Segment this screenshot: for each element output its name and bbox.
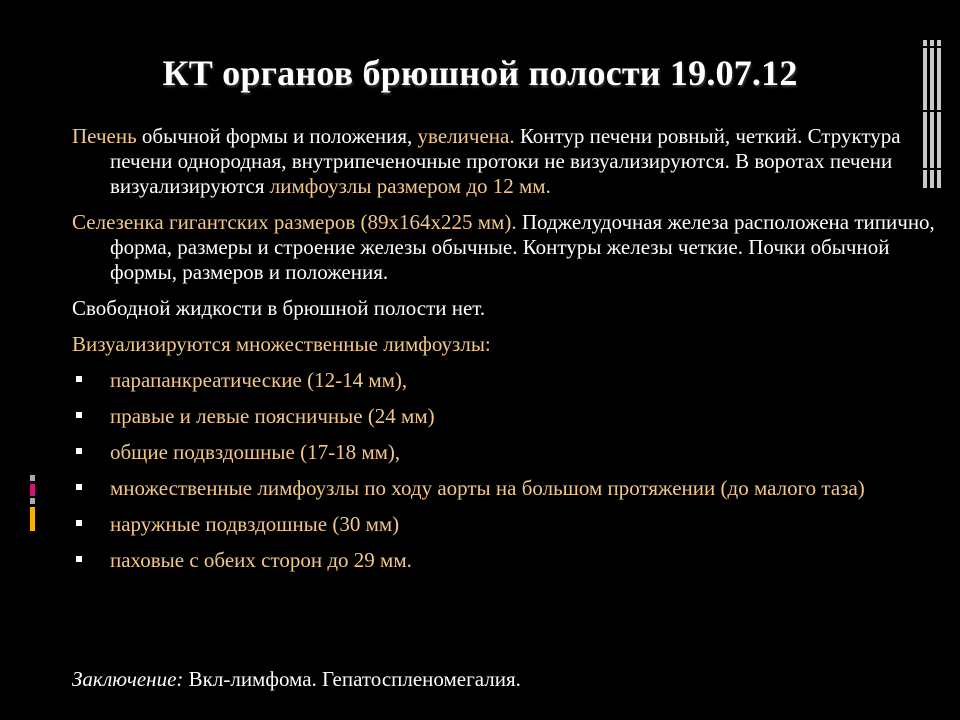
conclusion-label: Заключение: bbox=[72, 667, 184, 691]
decorative-stripe bbox=[30, 498, 35, 504]
slide-content bbox=[72, 124, 942, 584]
decorative-stripe-pink bbox=[30, 484, 35, 496]
conclusion-text: Вкл-лимфома. Гепатоспленомегалия. bbox=[183, 667, 521, 691]
list-item-text: множественные лимфоузлы по ходу аорты на большом протяжении (до малого таза) bbox=[110, 476, 865, 500]
list-item bbox=[72, 548, 942, 573]
list-item-text: наружные подвздошные (30 мм) bbox=[110, 512, 400, 536]
decorative-stripe bbox=[30, 475, 35, 481]
list-item bbox=[72, 404, 942, 429]
decorative-divider bbox=[923, 46, 941, 48]
liver-description: Контур печени ровный, четкий. Структура печени однородная, внутрипеченочные протоки не визуализируются. В воротах печени визуализируются bbox=[110, 124, 901, 198]
liver-text: обычной формы и положения, bbox=[136, 124, 418, 148]
list-item bbox=[72, 440, 942, 465]
list-item-text: общие подвздошные (17-18 мм), bbox=[110, 440, 401, 464]
pancreas-kidneys-text: Поджелудочная железа расположена типично, форма, размеры и строение железы обычные. Контуры железы четкие. Почки обычной формы, размеров и положения. bbox=[110, 210, 935, 284]
spleen-size: Селезенка гигантских размеров (89х164х225 мм). bbox=[72, 210, 517, 234]
free-fluid-text: Свободной жидкости в брюшной полости нет. bbox=[72, 296, 486, 320]
liver-term: Печень bbox=[72, 124, 137, 148]
bullet-icon bbox=[76, 412, 82, 418]
bullet-icon bbox=[76, 556, 82, 562]
conclusion bbox=[72, 667, 521, 692]
lymph-nodes-heading: Визуализируются множественные лимфоузлы: bbox=[72, 332, 491, 356]
bullet-icon bbox=[76, 484, 82, 490]
list-item-text: паховые с обеих сторон до 29 мм. bbox=[110, 548, 412, 572]
decorative-stripe-yellow bbox=[30, 507, 35, 531]
liver-lymph-nodes: лимфоузлы размером до 12 мм. bbox=[269, 174, 551, 198]
slide-title: КТ органов брюшной полости 19.07.12 bbox=[162, 53, 798, 93]
spleen-paragraph bbox=[72, 210, 942, 285]
list-item bbox=[72, 476, 942, 501]
lymph-nodes-list bbox=[72, 368, 942, 573]
liver-enlarged: увеличена. bbox=[417, 124, 515, 148]
bullet-icon bbox=[76, 520, 82, 526]
bullet-icon bbox=[76, 376, 82, 382]
bullet-icon bbox=[76, 448, 82, 454]
list-item bbox=[72, 512, 942, 537]
liver-paragraph bbox=[72, 124, 942, 199]
list-item-text: парапанкреатические (12-14 мм), bbox=[110, 368, 408, 392]
list-item-text: правые и левые поясничные (24 мм) bbox=[110, 404, 435, 428]
decorative-divider bbox=[923, 110, 941, 112]
list-item bbox=[72, 368, 942, 393]
